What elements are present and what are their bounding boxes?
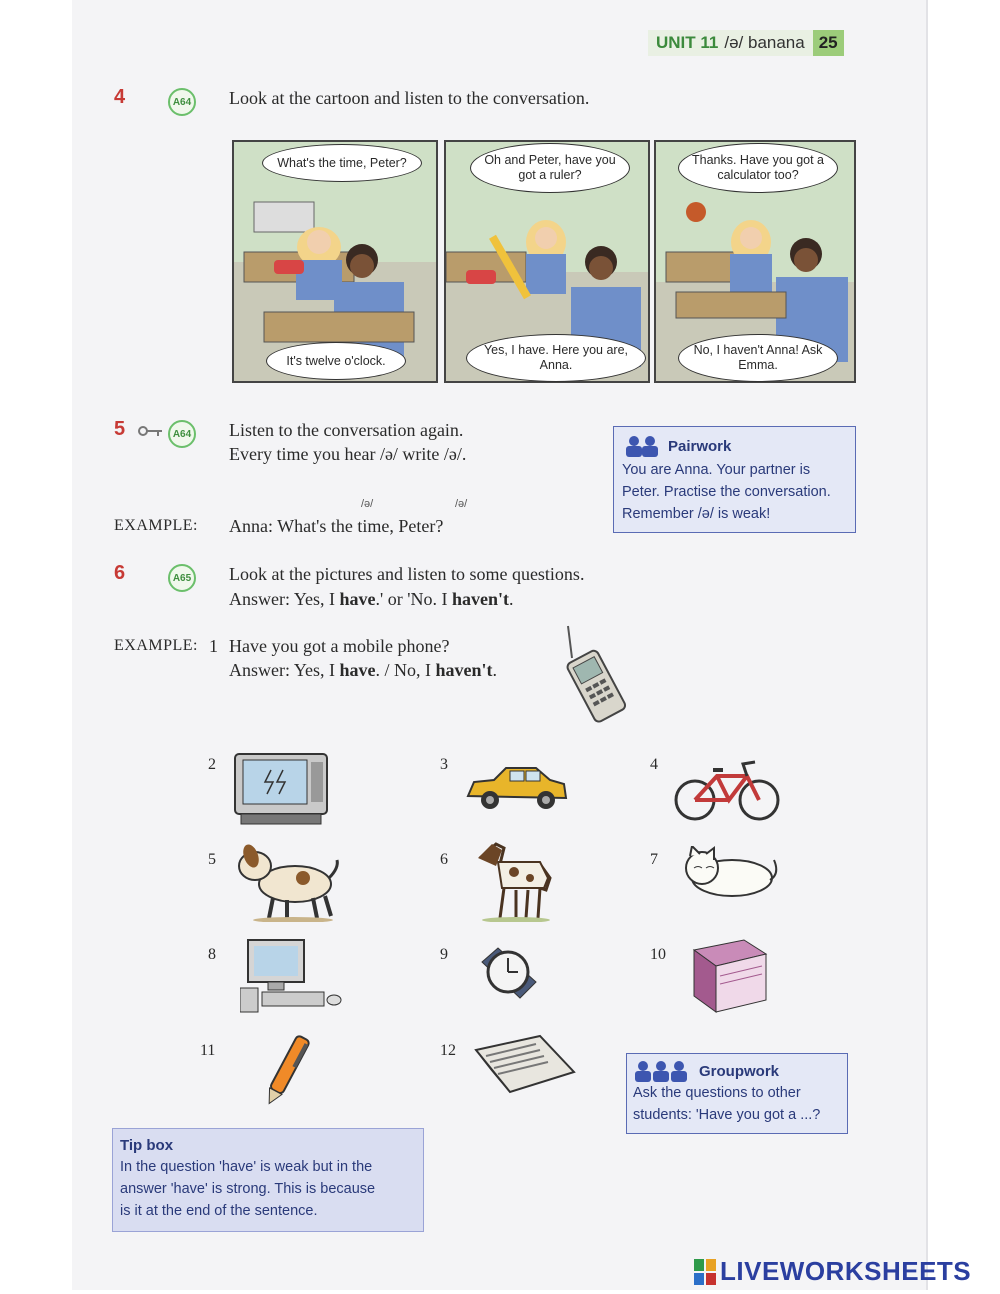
people-icon <box>622 435 662 457</box>
example-label: EXAMPLE: <box>114 517 198 534</box>
newspaper-icon <box>470 1030 580 1103</box>
schwa-mark: /ə/ <box>361 498 374 510</box>
tip-line: In the question 'have' is weak but in the <box>120 1159 373 1175</box>
picture-number: 5 <box>208 851 216 868</box>
picture-number: 6 <box>440 851 448 868</box>
picture-number: 7 <box>650 851 658 868</box>
bold-word: have <box>339 660 376 680</box>
pairwork-line: Remember /ə/ is weak! <box>622 506 771 522</box>
audio-track-icon[interactable]: A65 <box>168 564 196 592</box>
cat-icon <box>676 846 780 905</box>
tip-line: is it at the end of the sentence. <box>120 1203 318 1219</box>
audio-track-icon[interactable]: A64 <box>168 420 196 448</box>
groupwork-title: Groupwork <box>699 1062 780 1080</box>
speech-bubble: No, I haven't Anna! Ask Emma. <box>678 334 838 382</box>
exercise-number: 4 <box>114 86 126 108</box>
speech-bubble: Yes, I have. Here you are, Anna. <box>466 334 646 382</box>
example-question: Have you got a mobile phone? <box>229 636 450 656</box>
pairwork-line: You are Anna. Your partner is <box>622 462 811 478</box>
television-icon <box>233 752 329 831</box>
schwa-mark: /ə/ <box>455 498 468 510</box>
book-icon <box>690 936 770 1021</box>
example-sentence: Anna: What's the time, Peter? <box>229 516 444 536</box>
picture-number: 3 <box>440 756 448 773</box>
tip-box <box>112 1128 424 1232</box>
speech-bubble: It's twelve o'clock. <box>266 342 406 380</box>
picture-number: 9 <box>440 946 448 963</box>
unit-topic: /ə/ banana <box>724 33 805 52</box>
text-segment: . <box>509 589 514 609</box>
dog-icon <box>233 838 341 927</box>
watch-icon <box>476 942 548 1013</box>
text-segment: . <box>492 660 498 680</box>
audio-track-icon[interactable]: A64 <box>168 88 196 116</box>
logo-icon <box>694 1259 716 1285</box>
example-answer <box>229 658 497 682</box>
text-segment: .' or 'No. I <box>375 589 452 609</box>
pen-icon <box>262 1030 312 1115</box>
picture-number: 2 <box>208 756 216 773</box>
bold-word: haven't <box>452 589 510 609</box>
groupwork-line: Ask the questions to other <box>633 1085 801 1101</box>
bold-word: haven't <box>435 660 493 680</box>
picture-number: 4 <box>650 756 658 773</box>
exercise-number: 6 <box>114 562 126 584</box>
example-label: EXAMPLE: <box>114 637 198 654</box>
example-number: 1 <box>209 636 218 656</box>
tip-title: Tip box <box>120 1137 174 1154</box>
picture-number: 10 <box>650 946 666 963</box>
instruction-line: Listen to the conversation again. <box>229 420 464 440</box>
pairwork-box <box>613 426 856 533</box>
picture-number: 11 <box>200 1042 216 1059</box>
groupwork-line: students: 'Have you got a ...? <box>633 1107 821 1123</box>
car-icon <box>464 762 570 817</box>
pairwork-line: Peter. Practise the conversation. <box>622 484 831 500</box>
exercise-instruction: Look at the cartoon and listen to the conversation. <box>229 88 590 108</box>
speech-bubble: Oh and Peter, have you got a ruler? <box>470 143 630 193</box>
tip-line: answer 'have' is strong. This is because <box>120 1181 376 1197</box>
instruction-line <box>229 587 514 611</box>
instruction-line: Look at the pictures and listen to some questions. <box>229 564 585 584</box>
speech-bubble: Thanks. Have you got a calculator too? <box>678 143 838 193</box>
bold-word: have <box>339 589 376 609</box>
horse-icon <box>470 838 560 927</box>
key-icon <box>138 424 164 442</box>
picture-number: 8 <box>208 946 216 963</box>
text-segment: Answer: Yes, I <box>229 589 340 609</box>
page-number: 25 <box>813 30 844 56</box>
picture-number: 12 <box>440 1042 456 1059</box>
text-segment: . / No, I <box>375 660 436 680</box>
computer-icon <box>240 938 344 1021</box>
mobile-phone-icon <box>556 624 628 729</box>
bicycle-icon <box>673 756 781 827</box>
unit-header <box>648 30 844 56</box>
text-segment: Answer: Yes, I <box>229 660 340 680</box>
exercise-number: 5 <box>114 418 126 440</box>
pairwork-title: Pairwork <box>668 437 732 455</box>
instruction-line: Every time you hear /ə/ write /ə/. <box>229 444 467 464</box>
groupwork-box <box>626 1053 848 1134</box>
brand-text: LIVEWORKSHEETS <box>720 1256 972 1286</box>
people-icon <box>633 1060 693 1082</box>
unit-label: UNIT 11 <box>656 33 719 52</box>
liveworksheets-logo <box>694 1256 971 1287</box>
speech-bubble: What's the time, Peter? <box>262 144 422 182</box>
